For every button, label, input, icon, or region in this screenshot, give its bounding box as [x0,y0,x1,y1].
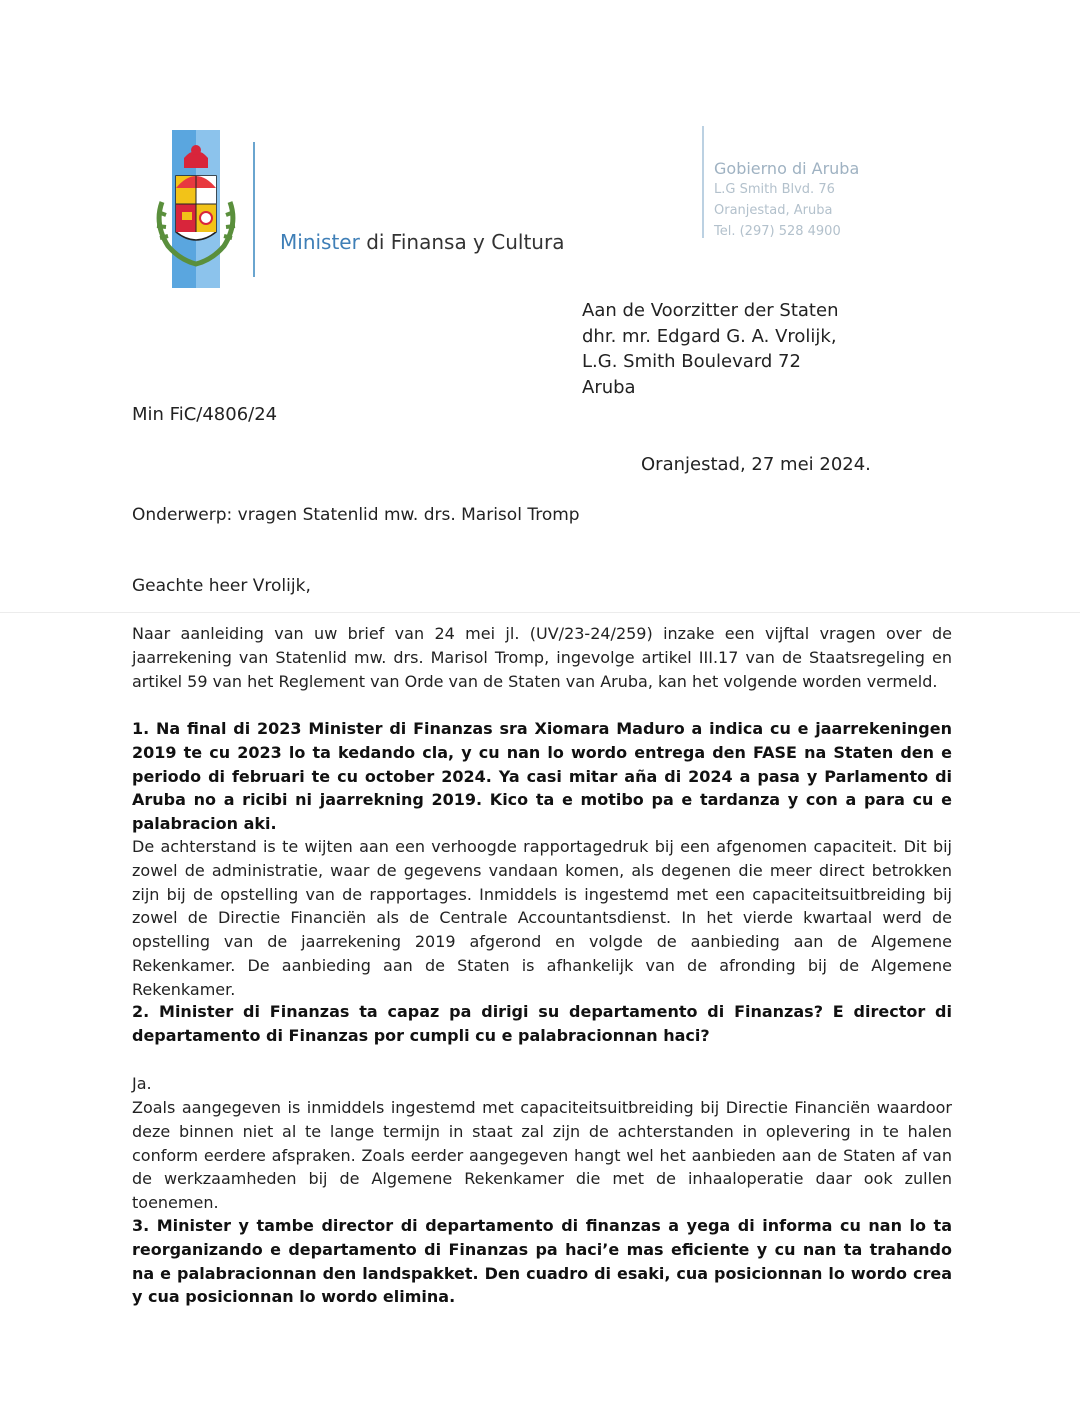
question-3: 3. Minister y tambe director di departamento di finanzas a yega di informa cu nan lo ta reorganizando e departamento di Finanzas pa haci’e mas eficiente y cu nan ta trahando na e palabracionnan den landspakket. Den cuadro di esaki, cua posicionnan lo wordo crea y cua posicionnan lo wordo elimina. [132,1216,952,1307]
government-phone: Tel. (297) 528 4900 [714,224,841,239]
gov-divider [702,126,704,238]
government-address [714,158,859,242]
intro-paragraph: Naar aanleiding van uw brief van 24 mei jl. (UV/23-24/259) inzake een vijftal vragen over de jaarrekening van Statenlid mw. drs. Marisol Tromp, ingevolge artikel III.17 van de Staatsregeling en artikel 59 van het Reglement van Orde van de Staten van Aruba, kan het volgende worden vermeld. [132,624,952,691]
salutation: Geachte heer Vrolijk, [132,576,311,596]
addressee-line: Aruba [582,376,636,398]
answer-2-short: Ja. [132,1074,152,1093]
aruba-coat-of-arms-icon [148,128,244,290]
subject-line: Onderwerp: vragen Statenlid mw. drs. Marisol Tromp [132,505,580,525]
addressee-block [582,298,838,400]
government-city: Oranjestad, Aruba [714,203,833,218]
letter-date: Oranjestad, 27 mei 2024. [641,454,871,475]
addressee-line: Aan de Voorzitter der Staten [582,300,839,321]
answer-1: De achterstand is te wijten aan een verhoogde rapportagedruk bij een afgenomen capaciteit. Dit bij zowel de administratie, waar de gegevens vandaan komen, als degenen die meer direct betrokken zijn bij de opstelling van de rapportages. Inmiddels is ingestemd met een capaciteitsuitbreiding bij zowel de Directie Financiën als de Centrale Accountantsdienst. In het vierde kwartaal werd de opstelling van de jaarrekening 2019 afgerond en volgde de aanbieding aan de Algemene Rekenkamer. De aanbieding aan de Staten is afhankelijk van de afronding bij de Algemene Rekenkamer. [132,837,952,999]
question-1: 1. Na final di 2023 Minister di Finanzas sra Xiomara Maduro a indica cu e jaarrekeningen 2019 te cu 2023 lo ta kedando cla, y cu nan lo wordo entrega den FASE na Staten den e periodo di februari te cu october 2024. Ya casi mitar aña di 2024 a pasa y Parlamento di Aruba no a ricibi ni jaarrekning 2019. Kico ta e motibo pa e tardanza y con a para cu e palabracion aki. [132,719,952,834]
minister-title: Minister di Finansa y Cultura [280,230,565,254]
government-name: Gobierno di Aruba [714,159,860,178]
government-street: L.G Smith Blvd. 76 [714,182,835,197]
reference-number: Min FiC/4806/24 [132,404,278,425]
addressee-line: dhr. mr. Edgard G. A. Vrolijk, [582,325,837,347]
scan-divider [0,612,1080,613]
answer-2: Zoals aangegeven is inmiddels ingestemd met capaciteitsuitbreiding bij Directie Financiën waardoor deze binnen niet al te lange termijn in staat zal zijn de achterstanden in oplevering in te halen conform eerdere afspraken. Zoals eerder aangegeven hangt wel het aanbieden aan de Staten af van de werkzaamheden bij de Algemene Rekenkamer die met de inhaaloperatie daar ook zullen toenemen. [132,1098,952,1213]
addressee-line: L.G. Smith Boulevard 72 [582,351,801,372]
letterhead-divider [253,142,255,277]
question-2: 2. Minister di Finanzas ta capaz pa dirigi su departamento di Finanzas? E director di departamento di Finanzas por cumpli cu e palabracionnan haci? [132,1002,952,1045]
